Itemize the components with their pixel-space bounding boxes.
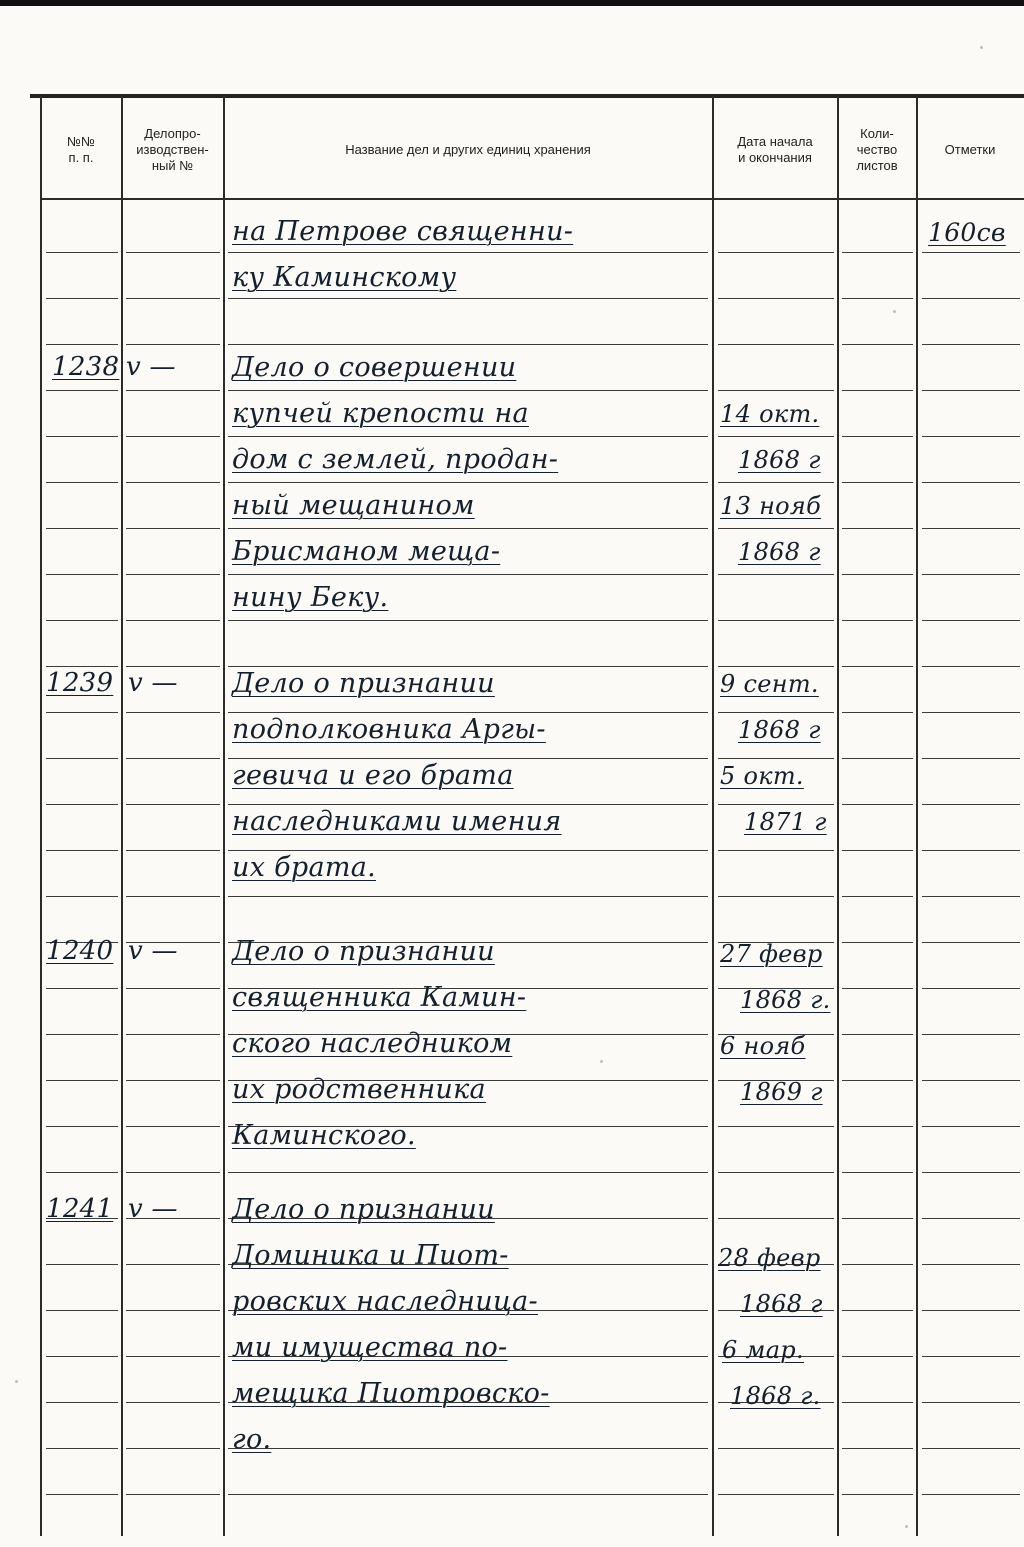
ruled-line	[922, 758, 1020, 759]
ruled-line	[46, 390, 118, 391]
scan-speck	[980, 46, 983, 49]
ruled-line	[842, 1356, 913, 1357]
record-date: 6 мар.	[722, 1336, 804, 1364]
ruled-line	[46, 574, 118, 575]
ruled-line	[126, 1264, 220, 1265]
ruled-line	[842, 1126, 913, 1127]
record-title-line: священника Камин-	[232, 982, 527, 1013]
record-date: 5 окт.	[720, 762, 804, 790]
record-title-line: наследниками имения	[232, 806, 562, 837]
ruled-line	[46, 804, 118, 805]
ruled-line	[922, 1264, 1020, 1265]
record-date: 1868 г	[738, 446, 821, 474]
record-title-line: нину Беку.	[232, 582, 389, 613]
ruled-line	[228, 436, 708, 437]
ruled-line	[718, 482, 834, 483]
record-title-line: их родственника	[232, 1074, 486, 1105]
ruled-line	[718, 620, 834, 621]
scan-speck	[15, 1380, 18, 1383]
ruled-line	[46, 344, 118, 345]
ruled-line	[228, 758, 708, 759]
ruled-line	[126, 850, 220, 851]
ruled-line	[922, 1402, 1020, 1403]
ruled-line	[126, 1310, 220, 1311]
record-date: 1869 г	[740, 1078, 823, 1106]
ruled-line	[46, 1126, 118, 1127]
column-line-number	[121, 96, 123, 1536]
ruled-line	[126, 1126, 220, 1127]
ruled-line	[842, 528, 913, 529]
ruled-line	[228, 390, 708, 391]
ruled-line	[718, 344, 834, 345]
ruled-line	[228, 574, 708, 575]
ruled-line	[126, 804, 220, 805]
record-number: 1238	[52, 352, 120, 382]
record-check-mark: v —	[126, 352, 176, 382]
ruled-line	[718, 1172, 834, 1173]
record-date: 9 сент.	[720, 670, 819, 698]
ruled-line	[922, 666, 1020, 667]
ruled-line	[46, 1264, 118, 1265]
ruled-line	[228, 1448, 708, 1449]
ruled-line	[46, 482, 118, 483]
ruled-line	[228, 666, 708, 667]
ruled-line	[842, 1402, 913, 1403]
ruled-line	[842, 436, 913, 437]
ruled-line	[842, 942, 913, 943]
ruled-line	[126, 1172, 220, 1173]
ruled-line	[922, 988, 1020, 989]
ruled-line	[46, 620, 118, 621]
column-line-sheets	[916, 96, 918, 1536]
ruled-line	[46, 1494, 118, 1495]
ruled-line	[46, 528, 118, 529]
ruled-line	[126, 1494, 220, 1495]
ruled-line	[842, 850, 913, 851]
ruled-line	[922, 712, 1020, 713]
ruled-line	[842, 988, 913, 989]
ruled-line	[922, 620, 1020, 621]
ruled-line	[228, 804, 708, 805]
ruled-line	[46, 758, 118, 759]
scan-speck	[905, 1525, 908, 1528]
ruled-line	[46, 1310, 118, 1311]
ruled-line	[718, 574, 834, 575]
ruled-line	[922, 252, 1020, 253]
record-title-line: ского наследником	[232, 1028, 513, 1059]
ruled-line	[718, 1126, 834, 1127]
continuation-line-2: ку Каминскому	[232, 262, 457, 293]
ruled-line	[922, 436, 1020, 437]
ruled-line	[718, 666, 834, 667]
record-title-line: ми имущества по-	[232, 1332, 508, 1363]
ruled-line	[228, 528, 708, 529]
ruled-line	[46, 1356, 118, 1357]
ruled-line	[46, 1172, 118, 1173]
ruled-line	[46, 298, 118, 299]
record-date: 1868 г.	[740, 986, 831, 1014]
ruled-line	[922, 1126, 1020, 1127]
ruled-line	[126, 1080, 220, 1081]
header-notes: Отметки	[944, 142, 996, 157]
ruled-line	[922, 1218, 1020, 1219]
ruled-line	[126, 758, 220, 759]
record-title-line: го.	[232, 1424, 272, 1455]
record-title-line: Брисманом меща-	[232, 536, 501, 567]
ruled-line	[126, 712, 220, 713]
record-number: 1241	[46, 1194, 114, 1224]
ruled-line	[46, 436, 118, 437]
ruled-line	[842, 574, 913, 575]
ruled-line	[922, 850, 1020, 851]
ruled-line	[842, 758, 913, 759]
ruled-line	[126, 482, 220, 483]
record-date: 6 нояб	[720, 1032, 806, 1060]
ruled-line	[46, 1402, 118, 1403]
ruled-line	[718, 528, 834, 529]
record-date: 13 нояб	[720, 492, 822, 520]
ruled-line	[126, 344, 220, 345]
record-date: 27 февр	[720, 940, 823, 968]
ruled-line	[922, 574, 1020, 575]
column-line-office	[223, 96, 225, 1536]
record-title-line: Каминского.	[232, 1120, 416, 1151]
record-title-line: ный мещанином	[232, 490, 475, 521]
column-line-title	[712, 96, 714, 1536]
scan-speck	[600, 1060, 603, 1063]
ruled-line	[842, 666, 913, 667]
ruled-line	[842, 298, 913, 299]
ruled-line	[46, 988, 118, 989]
ruled-line	[228, 344, 708, 345]
ruled-line	[922, 390, 1020, 391]
ruled-line	[922, 1034, 1020, 1035]
ruled-line	[718, 850, 834, 851]
header-sheets: Коли- чество листов	[856, 126, 898, 173]
ruled-line	[718, 1494, 834, 1495]
record-check-mark: v —	[128, 936, 178, 966]
record-title-line: мещика Пиотровско-	[232, 1378, 550, 1409]
ruled-line	[126, 298, 220, 299]
ruled-line	[842, 1448, 913, 1449]
continuation-mark: 160св	[928, 218, 1006, 247]
ruled-line	[842, 896, 913, 897]
ruled-line	[228, 1172, 708, 1173]
ruled-line	[922, 298, 1020, 299]
record-title-line: ровских наследница-	[232, 1286, 538, 1317]
ruled-line	[46, 712, 118, 713]
ruled-line	[922, 942, 1020, 943]
ruled-line	[46, 252, 118, 253]
scan-top-edge	[0, 0, 1024, 6]
header-office-number: Делопро- изводствен- ный №	[136, 126, 209, 173]
ruled-line	[842, 1264, 913, 1265]
ruled-line	[922, 1310, 1020, 1311]
ruled-line	[842, 1494, 913, 1495]
ruled-line	[842, 482, 913, 483]
record-title-line: Дело о признании	[232, 936, 495, 967]
column-line-left	[40, 96, 42, 1536]
ruled-line	[922, 344, 1020, 345]
record-title-line: Дело о признании	[232, 668, 495, 699]
ruled-line	[922, 1494, 1020, 1495]
record-title-line: дом с землей, продан-	[232, 444, 559, 475]
ruled-line	[718, 758, 834, 759]
ruled-line	[46, 896, 118, 897]
ruled-line	[228, 482, 708, 483]
ruled-line	[718, 712, 834, 713]
record-check-mark: v —	[128, 1194, 178, 1224]
ruled-line	[126, 1356, 220, 1357]
ruled-line	[922, 1356, 1020, 1357]
record-date: 1868 г	[738, 716, 821, 744]
ruled-line	[126, 436, 220, 437]
ruled-line	[126, 896, 220, 897]
record-title-line: купчей крепости на	[232, 398, 529, 429]
ruled-line	[842, 1034, 913, 1035]
record-title-line: их брата.	[232, 852, 377, 883]
record-title-line: Дело о совершении	[232, 352, 517, 383]
ruled-line	[126, 252, 220, 253]
ruled-line	[922, 1080, 1020, 1081]
ruled-line	[922, 896, 1020, 897]
ruled-line	[228, 896, 708, 897]
ruled-line	[126, 1034, 220, 1035]
ruled-line	[126, 528, 220, 529]
header-title: Название дел и других единиц хранения	[345, 142, 591, 157]
header-bottom-border	[40, 198, 1024, 200]
ruled-line	[126, 666, 220, 667]
ruled-line	[842, 252, 913, 253]
record-date: 1868 г	[740, 1290, 823, 1318]
scan-speck	[893, 310, 896, 313]
ruled-line	[842, 344, 913, 345]
ruled-line	[922, 528, 1020, 529]
record-title-line: Дело о признании	[232, 1194, 495, 1225]
ruled-line	[126, 1448, 220, 1449]
ruled-line	[922, 804, 1020, 805]
ruled-line	[842, 804, 913, 805]
ruled-line	[228, 1494, 708, 1495]
record-number: 1239	[46, 668, 114, 698]
ruled-line	[842, 1218, 913, 1219]
ruled-line	[46, 1080, 118, 1081]
ruled-line	[842, 712, 913, 713]
ruled-line	[718, 1218, 834, 1219]
record-check-mark: v —	[128, 668, 178, 698]
ruled-line	[922, 482, 1020, 483]
header-dates: Дата начала и окончания	[737, 134, 813, 165]
ruled-line	[842, 1172, 913, 1173]
ruled-line	[228, 620, 708, 621]
ruled-line	[46, 850, 118, 851]
ruled-line	[718, 1448, 834, 1449]
ruled-line	[922, 1448, 1020, 1449]
ruled-line	[228, 850, 708, 851]
record-number: 1240	[46, 936, 114, 966]
record-date: 28 февр	[718, 1244, 821, 1272]
header-number: №№ п. п.	[67, 134, 95, 165]
record-date: 1871 г	[744, 808, 827, 836]
ruled-line	[126, 574, 220, 575]
ruled-line	[842, 1080, 913, 1081]
record-title-line: Доминика и Пиот-	[232, 1240, 509, 1271]
ruled-line	[718, 390, 834, 391]
ruled-line	[126, 988, 220, 989]
ruled-line	[126, 1402, 220, 1403]
ruled-line	[842, 620, 913, 621]
ruled-line	[718, 298, 834, 299]
ruled-line	[718, 252, 834, 253]
table-top-border	[30, 94, 1024, 98]
record-date: 14 окт.	[720, 400, 820, 428]
ruled-line	[46, 1448, 118, 1449]
ruled-line	[46, 666, 118, 667]
record-title-line: гевича и его брата	[232, 760, 514, 791]
ruled-line	[228, 252, 708, 253]
ruled-line	[718, 804, 834, 805]
ruled-line	[46, 1034, 118, 1035]
record-date: 1868 г	[738, 538, 821, 566]
record-date: 1868 г.	[730, 1382, 821, 1410]
ruled-line	[842, 390, 913, 391]
ruled-line	[842, 1310, 913, 1311]
ruled-line	[228, 712, 708, 713]
ruled-line	[228, 298, 708, 299]
ruled-line	[126, 620, 220, 621]
ruled-line	[718, 896, 834, 897]
continuation-line-1: на Петрове священни-	[232, 216, 574, 247]
record-title-line: подполковника Аргы-	[232, 714, 546, 745]
ruled-line	[126, 390, 220, 391]
ruled-line	[922, 1172, 1020, 1173]
column-line-dates	[837, 96, 839, 1536]
ruled-line	[718, 436, 834, 437]
